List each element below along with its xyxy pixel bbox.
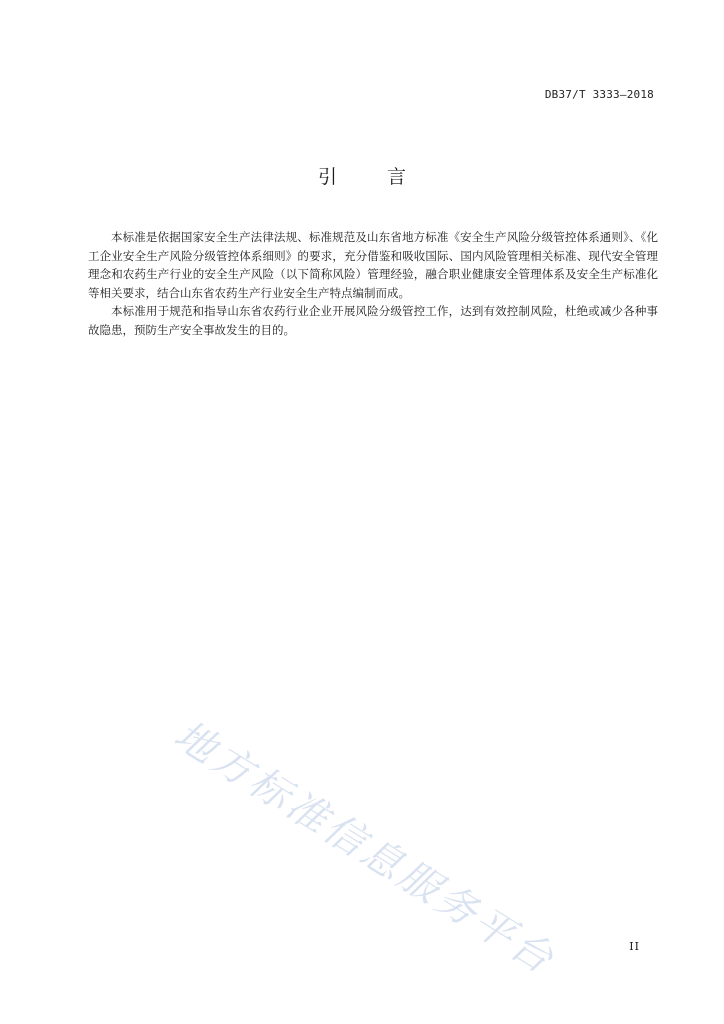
- body-text: [88, 228, 658, 339]
- paragraph: 本标准是依据国家安全生产法律法规、标准规范及山东省地方标准《安全生产风险分级管控体系通则》、《化工企业安全生产风险分级管控体系细则》的要求，充分借鉴和吸收国际、国内风险管理相关标准、现代安全管理理念和农药生产行业的安全生产风险（以下简称风险）管理经验，融合职业健康安全管理体系及安全生产标准化等相关要求，结合山东省农药生产行业安全生产特点编制而成。: [88, 230, 658, 300]
- watermark: 地方标准信息服务平台: [165, 711, 564, 985]
- section-title: 引 言: [317, 166, 429, 188]
- document-code: DB37/T 3333—2018: [544, 88, 654, 101]
- paragraph: 本标准用于规范和指导山东省农药行业企业开展风险分级管控工作，达到有效控制风险，杜绝或减少各种事故隐患，预防生产安全事故发生的目的。: [88, 304, 658, 337]
- page-number: II: [629, 940, 640, 953]
